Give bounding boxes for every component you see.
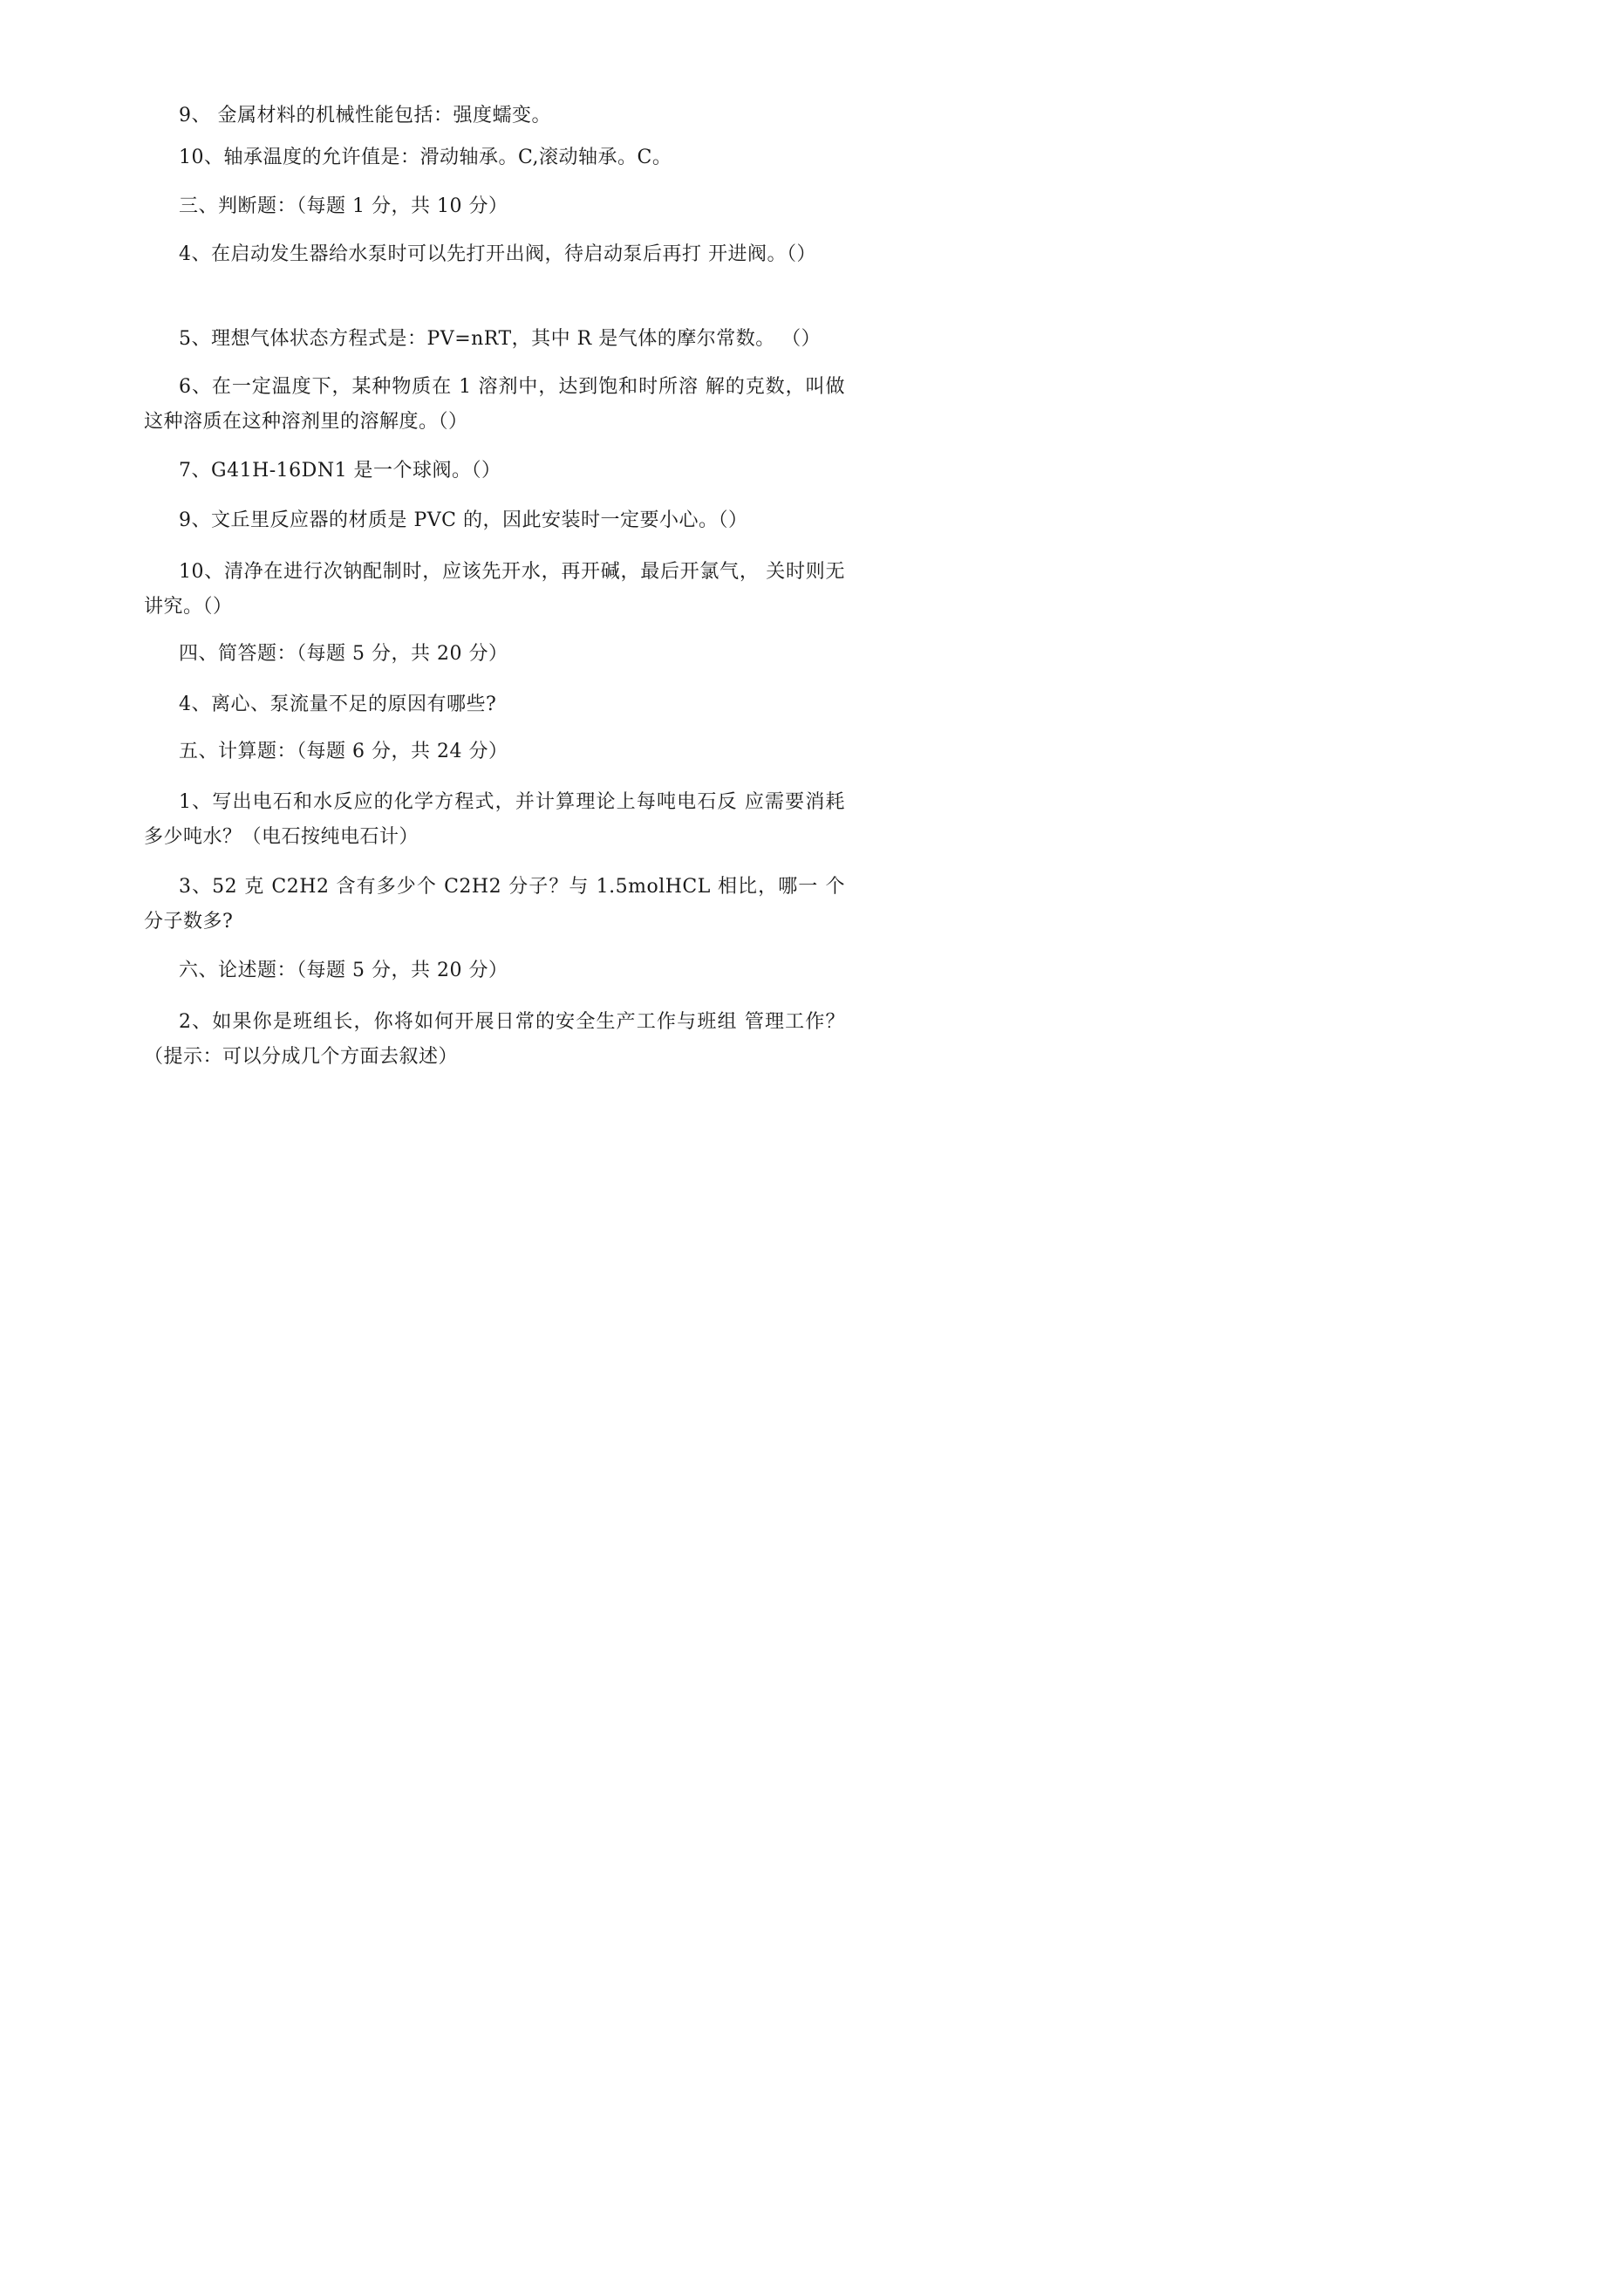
true-false-question-5: 5、理想气体状态方程式是：PV=nRT，其中 R 是气体的摩尔常数。 （） <box>179 328 822 350</box>
document-page <box>0 0 969 1370</box>
calculation-question-3: 3、52 克 C2H2 含有多少个 C2H2 分子？与 1.5molHCL 相比，哪一 个分子数多? <box>144 876 845 933</box>
true-false-question-4: 4、在启动发生器给水泵时可以先打开出阀，待启动泵后再打 开进阀。（） <box>179 243 816 265</box>
section-heading-short-answer: 四、简答题：（每题 5 分，共 20 分） <box>179 643 508 665</box>
calculation-question-1: 1、写出电石和水反应的化学方程式，并计算理论上每吨电石反 应需要消耗多少吨水？（电石按纯电石计） <box>144 791 845 848</box>
section-heading-true-false: 三、判断题：（每题 1 分，共 10 分） <box>179 195 508 217</box>
section-heading-essay: 六、论述题：（每题 5 分，共 20 分） <box>179 960 508 981</box>
question-9-metal-properties: 9、 金属材料的机械性能包括：强度蠕变。 <box>179 105 551 126</box>
true-false-question-6: 6、在一定温度下，某种物质在 1 溶剂中，达到饱和时所溶 解的克数，叫做这种溶质在这种溶剂里的溶解度。（） <box>144 376 845 433</box>
short-answer-question-4: 4、离心、泵流量不足的原因有哪些? <box>179 694 497 715</box>
essay-question-2: 2、如果你是班组长，你将如何开展日常的安全生产工作与班组 管理工作？（提示：可以分成几个方面去叙述） <box>144 1011 845 1068</box>
section-heading-calculation: 五、计算题：（每题 6 分，共 24 分） <box>179 741 508 762</box>
true-false-question-7: 7、G41H-16DN1 是一个球阀。（） <box>179 460 501 482</box>
true-false-question-9: 9、文丘里反应器的材质是 PVC 的，因此安装时一定要小心。（） <box>179 509 748 531</box>
question-10-bearing-temperature: 10、轴承温度的允许值是：滑动轴承。C,滚动轴承。C。 <box>179 147 672 168</box>
true-false-question-10: 10、清净在进行次钠配制时，应该先开水，再开碱，最后开氯气， 关时则无讲究。（） <box>144 561 845 618</box>
